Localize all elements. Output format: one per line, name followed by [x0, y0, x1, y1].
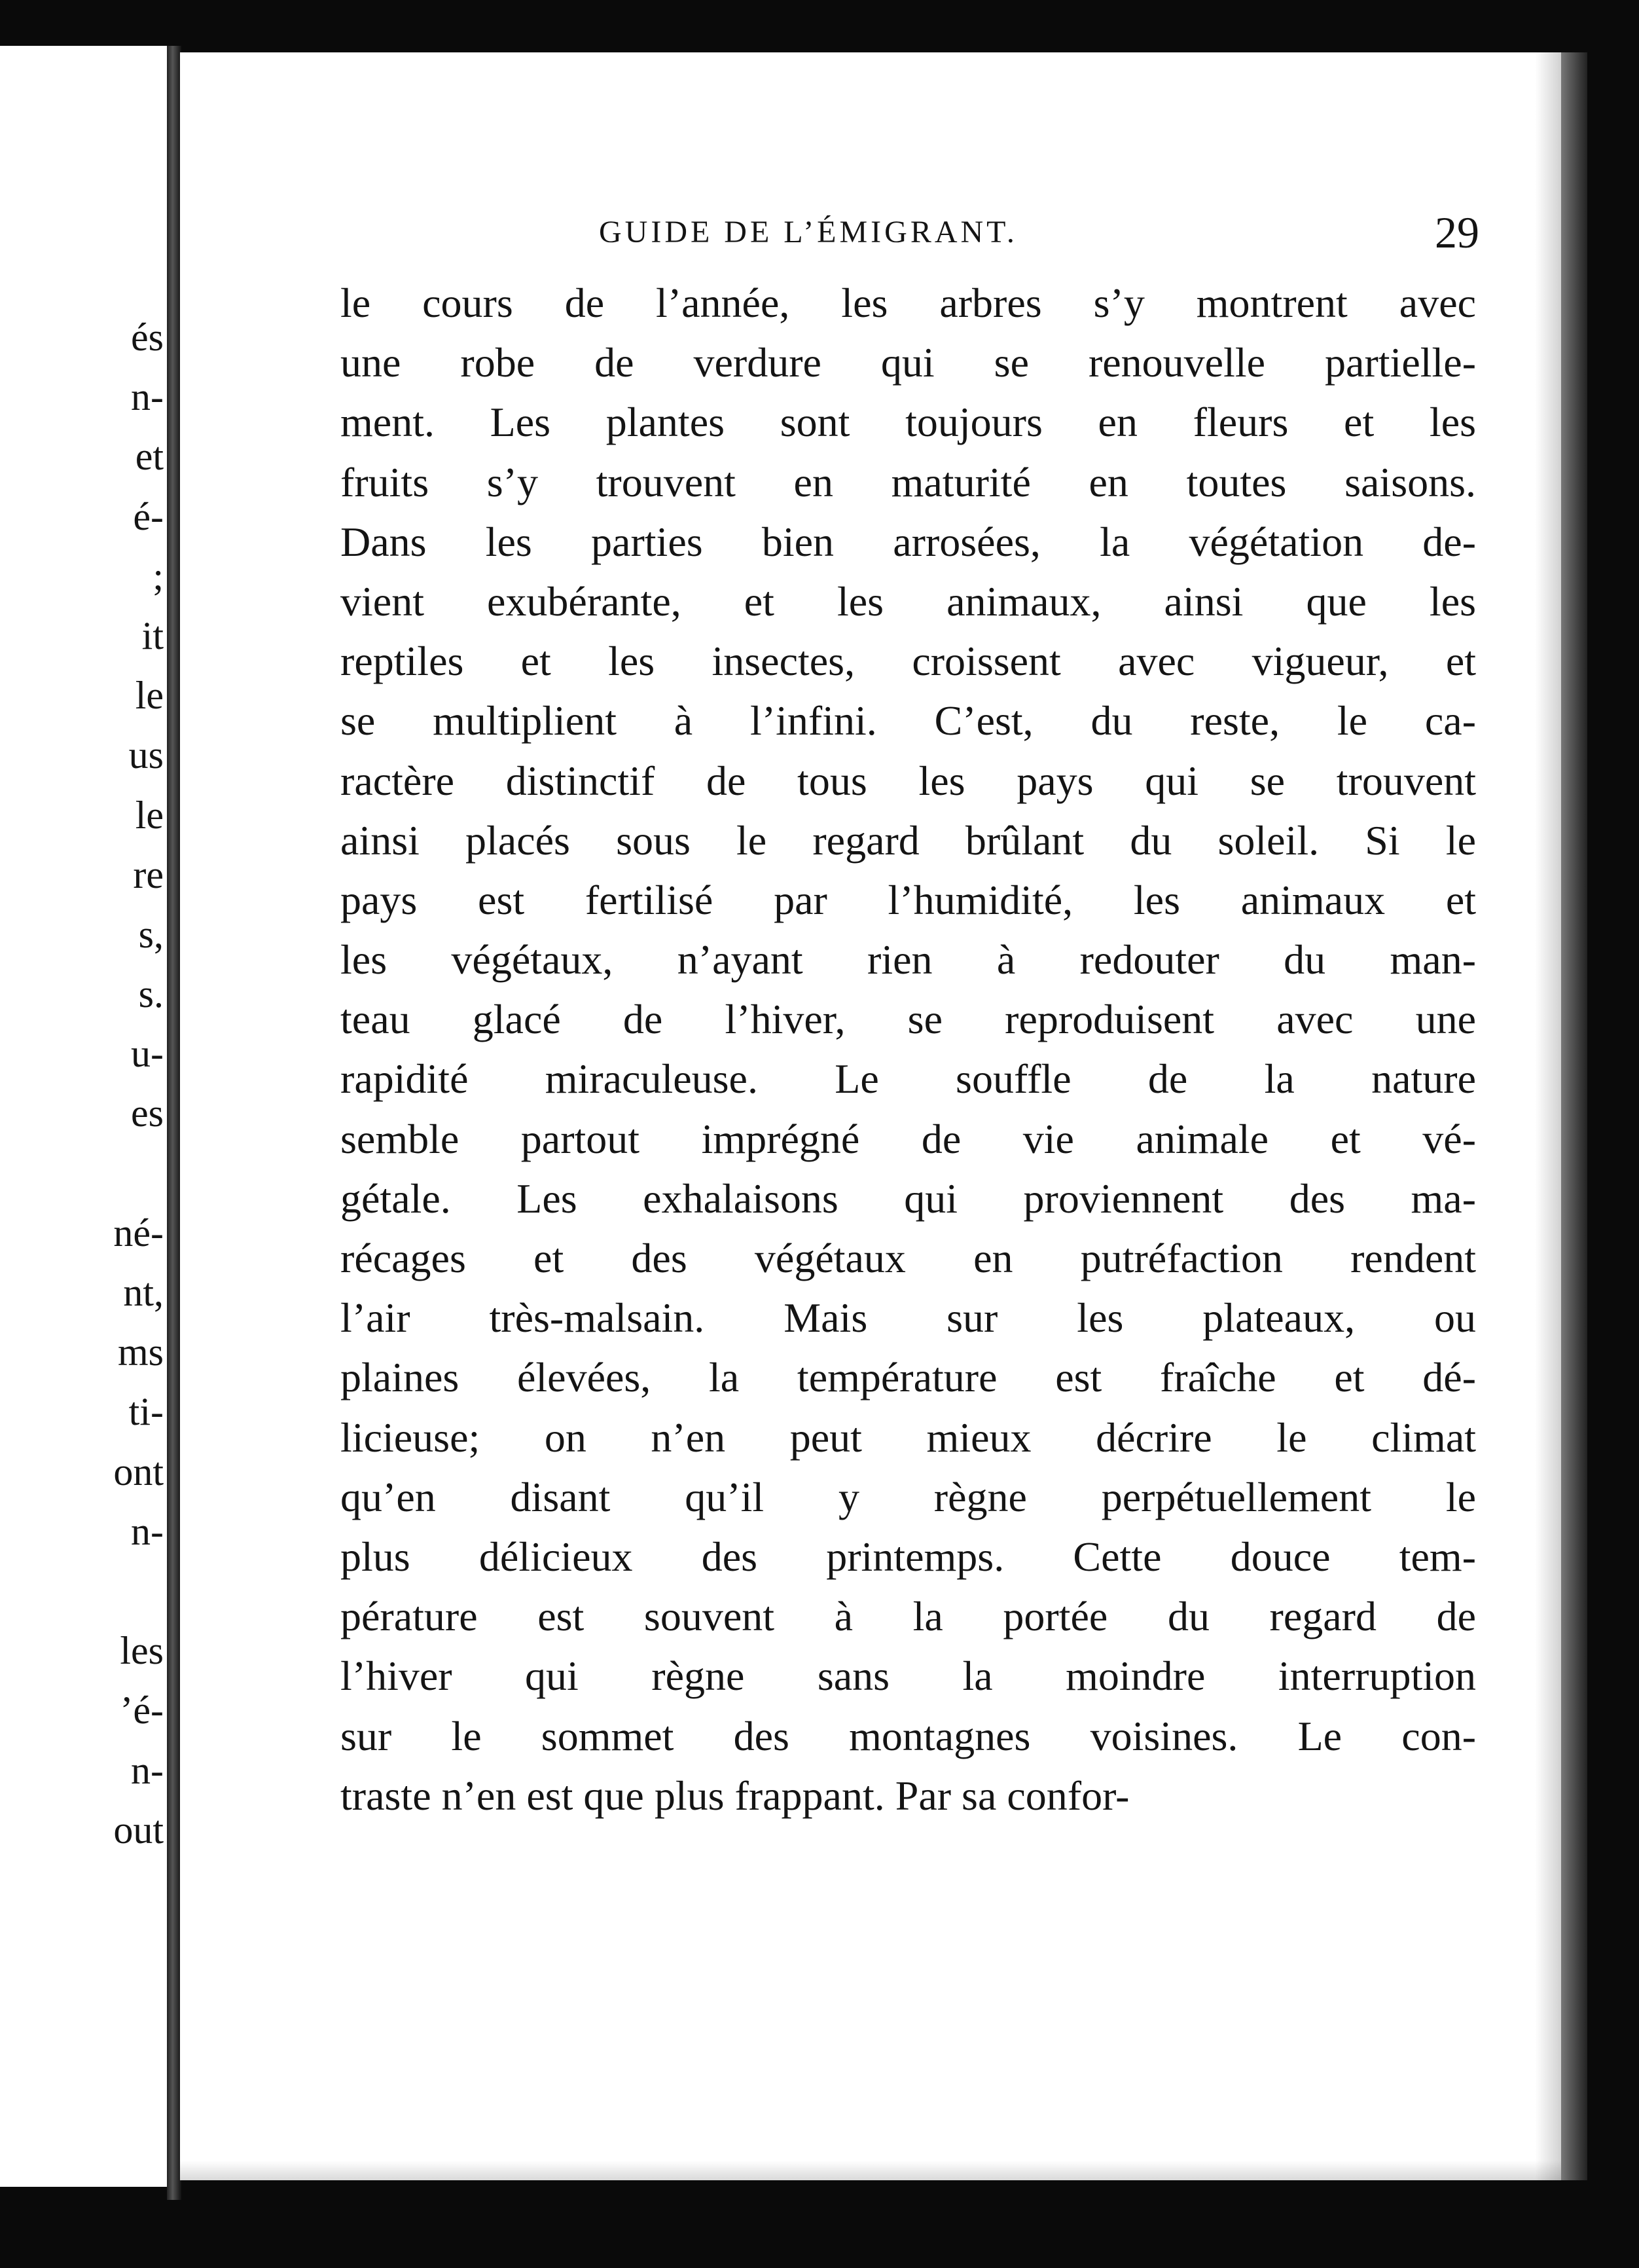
body-line: teau glacé de l’hiver, se reproduisent avec une — [340, 996, 1476, 1043]
body-line: récages et des végétaux en putréfaction rendent — [340, 1235, 1476, 1281]
left-page-fragment: ’é- — [120, 1689, 164, 1732]
body-line: l’air très-malsain. Mais sur les plateaux, ou — [340, 1294, 1476, 1342]
body-line: plaines élevées, la température est fraîche et dé- — [340, 1354, 1476, 1401]
body-line: le cours de l’année, les arbres s’y montrent avec — [340, 280, 1476, 326]
left-page-fragment: us — [128, 733, 164, 777]
body-line: se multiplient à l’infini. C’est, du reste, le ca- — [340, 697, 1476, 744]
right-page — [180, 52, 1561, 2180]
left-page-fragment: és — [131, 316, 164, 359]
body-line: ment. Les plantes sont toujours en fleurs et les — [340, 399, 1476, 446]
left-page-fragment: u- — [131, 1032, 164, 1076]
left-page-fragment: s. — [138, 972, 164, 1016]
body-line: licieuse; on n’en peut mieux décrire le climat — [340, 1414, 1476, 1461]
running-title: GUIDE DE L’ÉMIGRANT. — [599, 215, 1018, 249]
running-header — [599, 203, 1479, 262]
body-line: l’hiver qui règne sans la moindre interruption — [340, 1653, 1476, 1700]
body-text — [340, 273, 1476, 1825]
left-page-fragment: nt, — [123, 1271, 164, 1314]
left-page-fragment: n- — [131, 375, 164, 419]
body-line: ractère distinctif de tous les pays qui se trouvent — [340, 757, 1476, 804]
body-line: une robe de verdure qui se renouvelle partielle- — [340, 339, 1476, 386]
left-page-fragment: é- — [133, 494, 164, 538]
body-line: traste n’en est que plus frappant. Par sa confor- — [340, 1772, 1130, 1819]
left-page-fragment — [0, 1144, 164, 1203]
body-line: fruits s’y trouvent en maturité en toutes saisons. — [340, 458, 1476, 505]
body-line: pays est fertilisé par l’humidité, les animaux et — [340, 876, 1476, 923]
left-page-fragment: le — [135, 674, 164, 718]
body-line: ainsi placés sous le regard brûlant du soleil. Si le — [340, 816, 1476, 864]
page-bottom-shadow — [180, 2161, 1561, 2180]
left-page-fragment: ti- — [128, 1390, 164, 1434]
page-edge-shadow — [1535, 52, 1561, 2180]
body-line: Dans les parties bien arrosées, la végétation de- — [340, 518, 1476, 565]
left-facing-page — [0, 46, 171, 2187]
left-page-fragment: it — [141, 613, 164, 657]
left-page-fragment: et — [135, 435, 164, 479]
body-line: pérature est souvent à la portée du regard de — [340, 1593, 1476, 1640]
left-page-fragment: es — [131, 1091, 164, 1135]
body-line: vient exubérante, et les animaux, ainsi que les — [340, 577, 1476, 625]
page-number: 29 — [1435, 208, 1479, 257]
body-line: gétale. Les exhalaisons qui proviennent des ma- — [340, 1175, 1476, 1222]
body-line: qu’en disant qu’il y règne perpétuellement le — [340, 1473, 1476, 1520]
left-page-fragment: n- — [131, 1748, 164, 1792]
left-page-fragment: out — [113, 1808, 164, 1852]
left-page-fragment: ; — [153, 554, 164, 598]
left-page-fragment: les — [120, 1629, 164, 1673]
body-line: plus délicieux des printemps. Cette douce tem- — [340, 1533, 1476, 1580]
left-page-fragment: re — [133, 852, 164, 896]
left-page-fragment: le — [135, 793, 164, 837]
body-line: semble partout imprégné de vie animale et vé- — [340, 1115, 1476, 1162]
body-line: reptiles et les insectes, croissent avec vigueur, et — [340, 638, 1476, 685]
left-page-fragment: ms — [117, 1330, 164, 1374]
body-line: rapidité miraculeuse. Le souffle de la nature — [340, 1055, 1476, 1103]
page-stack-edge — [1561, 52, 1587, 2180]
left-page-fragment: n- — [131, 1509, 164, 1553]
left-page-text-fragments — [0, 308, 164, 1860]
left-page-fragment — [0, 1562, 164, 1621]
book-gutter — [167, 46, 181, 2200]
left-page-fragment: ont — [113, 1450, 164, 1493]
body-line: sur le sommet des montagnes voisines. Le con- — [340, 1712, 1476, 1759]
body-line: les végétaux, n’ayant rien à redouter du man- — [340, 936, 1476, 983]
left-page-fragment: s, — [138, 912, 164, 956]
left-page-fragment: né- — [113, 1211, 164, 1254]
